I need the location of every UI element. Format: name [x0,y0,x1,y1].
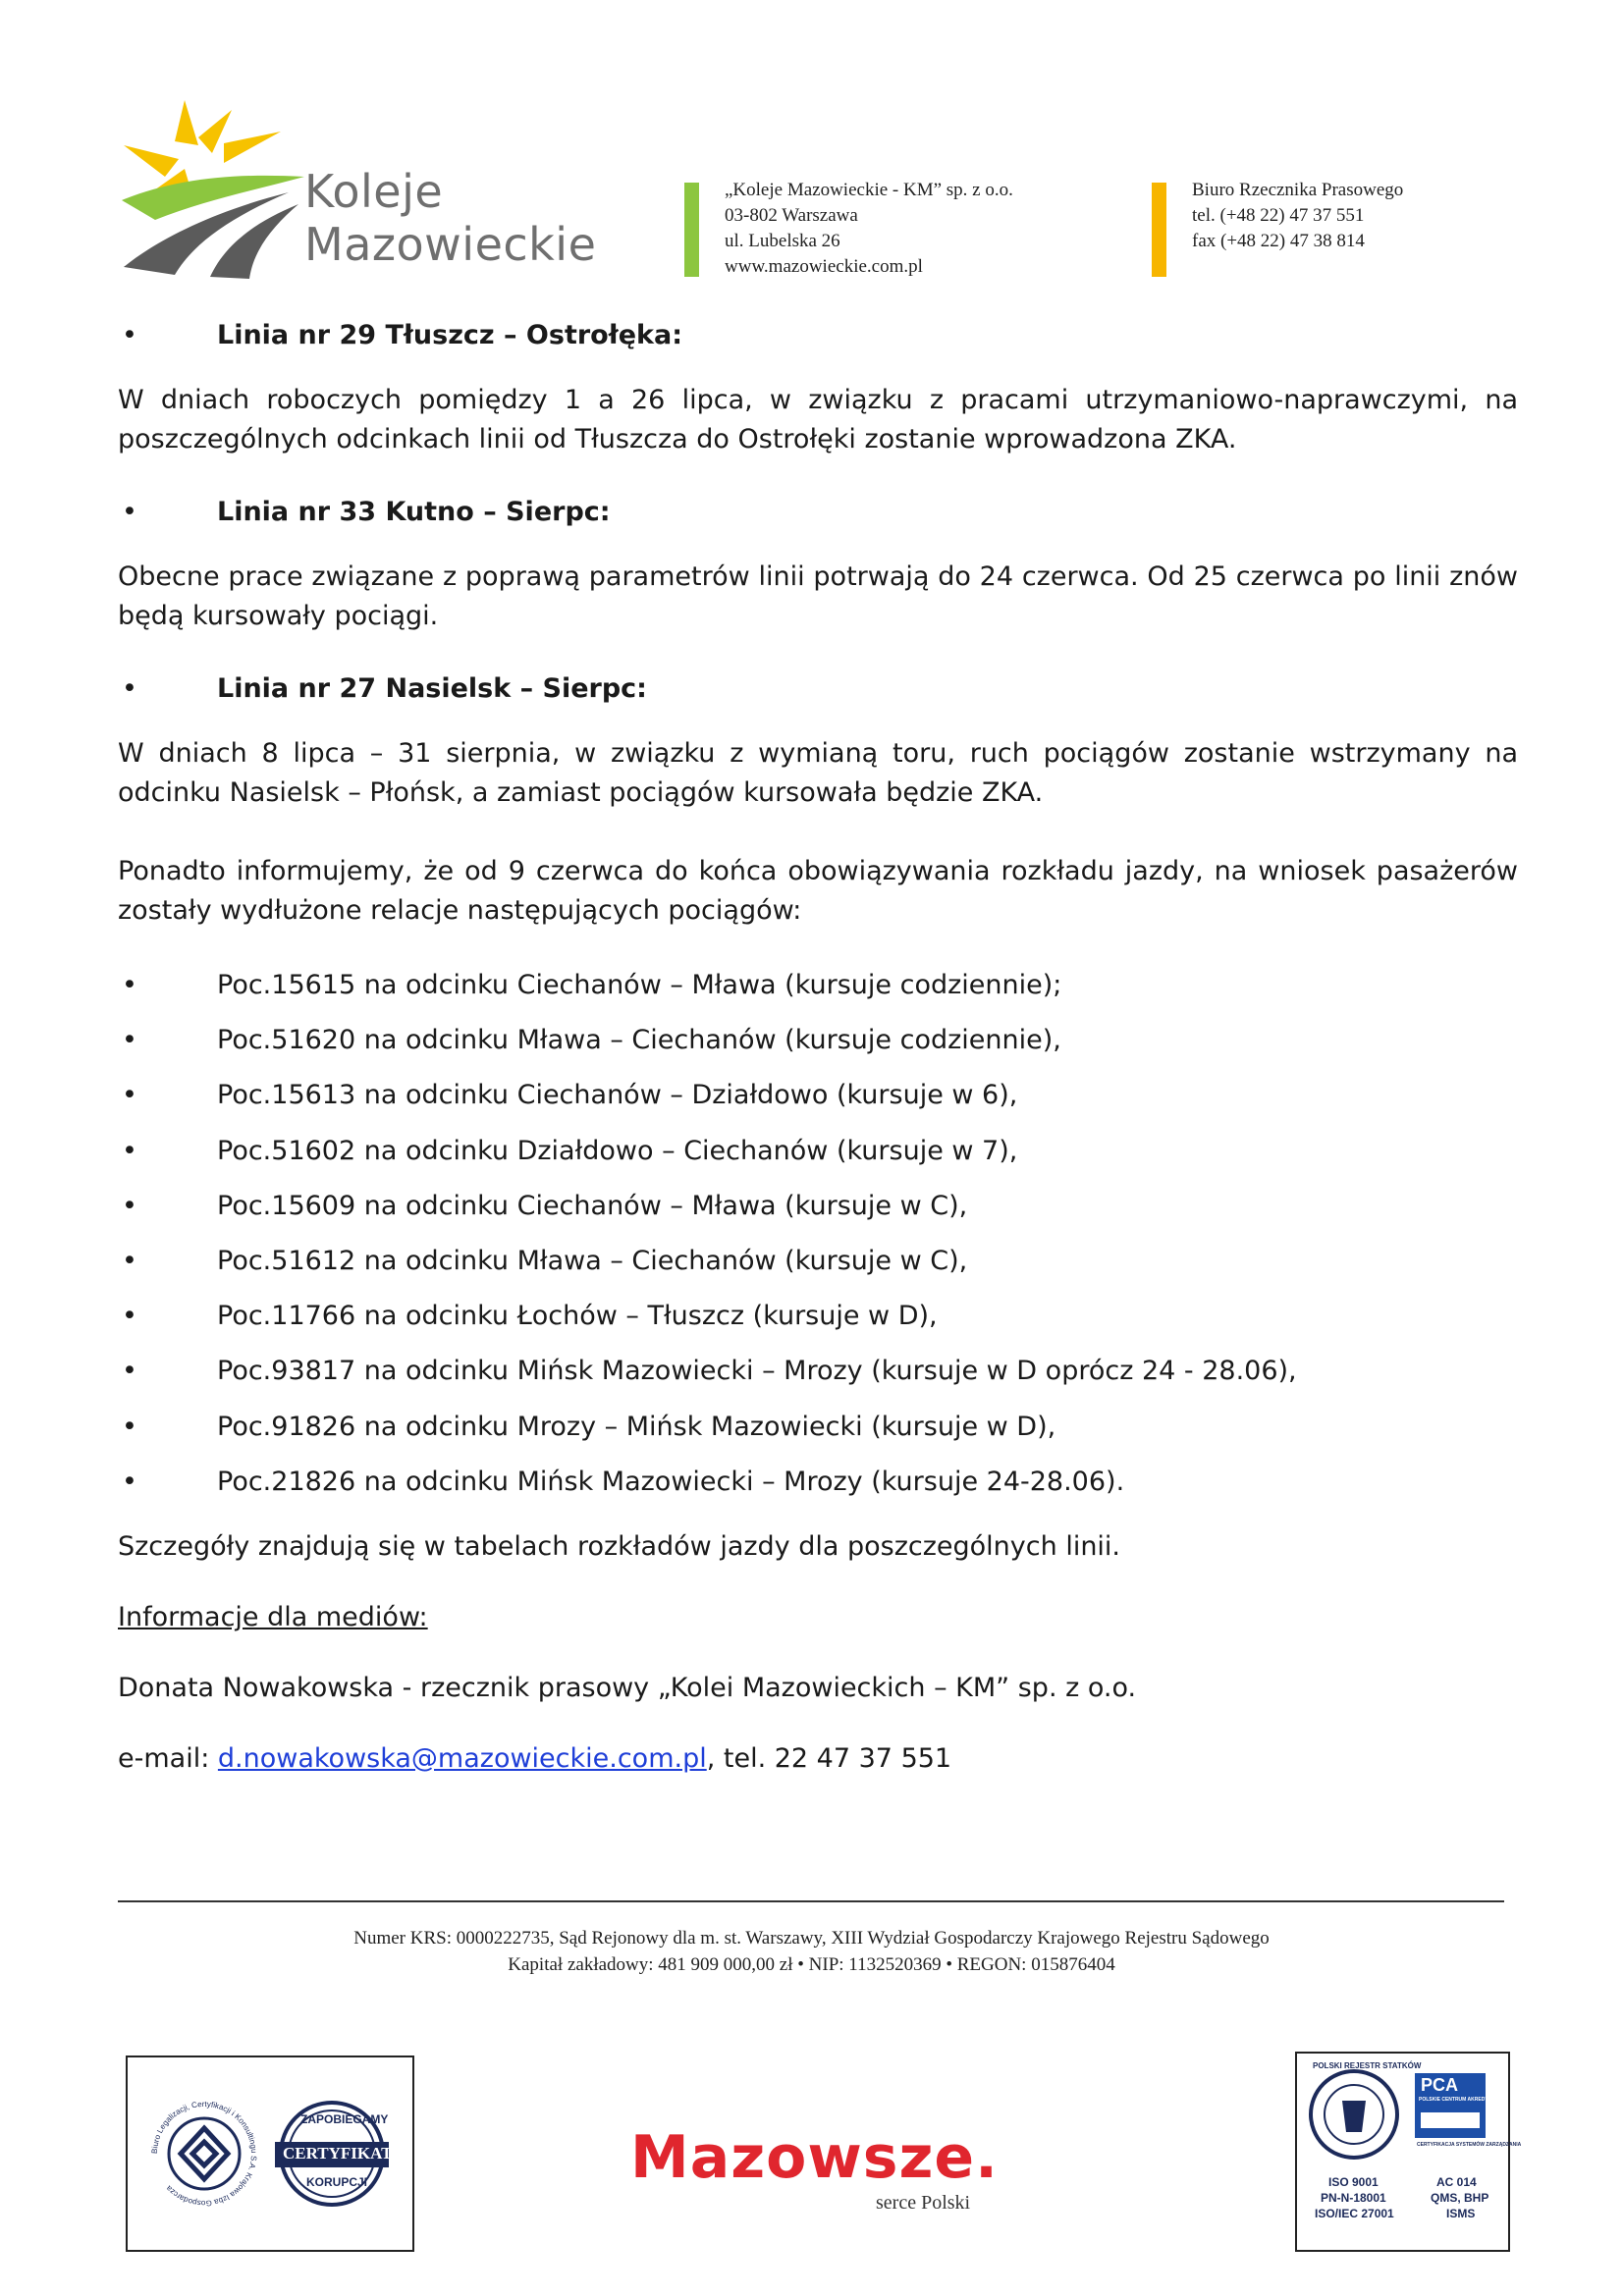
header-divider-yellow [1152,183,1166,277]
badge-bottom-text: KORUPCJI [306,2175,368,2189]
list-item [118,1463,1518,1518]
ring-text: Biuro Legalizacji, Certyfikacji i Konsultingu S.A. Krajowa Izba Gospodarcza [149,2099,259,2209]
bullet: • [122,1301,137,1332]
mazowsze-wordmark: Mazowsze. [630,2123,999,2192]
seal-text: POLSKI REJESTR STATKÓW [1313,2061,1422,2070]
bullet: • [122,970,137,1000]
list-item [118,1242,1518,1297]
train-text: Poc.15613 na odcinku Ciechanów – Działdowo (kursuje w 6), [217,1080,1018,1111]
bullet: • [122,1025,137,1056]
mazowsze-logo [628,2123,1011,2221]
iso-27001: ISO/IEC 27001 [1315,2207,1394,2220]
bullet: • [122,1135,137,1166]
train-text: Poc.51612 na odcinku Mława – Ciechanów (kursuje w C), [217,1245,968,1276]
pca-certification: CERTYFIKACJA SYSTEMÓW ZARZĄDZANIA [1417,2142,1522,2148]
paragraph-line-27: W dniach 8 lipca – 31 sierpnia, w związku z wymianą toru, ruch pociągów zostanie wstrzymany na odcinku Nasielsk – Płońsk, a zamiast pociągów kursowała będzie ZKA. [118,738,1518,808]
anti-corruption-certificate [126,2056,414,2252]
company-name: „Koleje Mazowieckie - KM” sp. z o.o. [725,180,1013,200]
svg-text:Biuro Legalizacji, Certyfikacj [150,2100,258,2208]
bullet: • [122,497,137,527]
press-office-block [1192,178,1403,254]
email-label: e-mail: [118,1743,218,1774]
logo-mark-icon [116,94,312,281]
train-text: Poc.51602 na odcinku Działdowo – Ciechanów (kursuje w 7), [217,1135,1018,1166]
train-text: Poc.15615 na odcinku Ciechanów – Mława (kursuje codziennie); [217,970,1062,1000]
bullet: • [122,1411,137,1442]
bullet: • [122,673,137,704]
badge-top-text: ZAPOBIEGAMY [300,2112,389,2126]
train-text: Poc.51620 na odcinku Mława – Ciechanów (kursuje codziennie), [217,1025,1061,1056]
bullet: • [122,1080,137,1111]
bullet: • [122,320,137,350]
bullet: • [122,1356,137,1387]
paragraph-line-33: Obecne prace związane z poprawą parametrów linii potrwają do 24 czerwca. Od 25 czerwca po linii znów będą kursowały pociągi. [118,561,1518,631]
heading-text: Linia nr 29 Tłuszcz – Ostrołęka: [217,320,683,350]
train-text: Poc.91826 na odcinku Mrozy – Mińsk Mazowiecki (kursuje w D), [217,1411,1056,1442]
list-item [118,1408,1518,1463]
isms: ISMS [1446,2207,1476,2220]
list-item [118,1297,1518,1352]
list-item [118,1076,1518,1131]
iso-9001: ISO 9001 [1328,2175,1379,2189]
footer-capital-line: Kapitał zakładowy: 481 909 000,00 zł • NIP: 1132520369 • REGON: 015876404 [508,1954,1115,1975]
ac-number: AC 014 [1436,2175,1477,2189]
header-divider-green [684,183,699,277]
heading-text: Linia nr 33 Kutno – Sierpc: [217,497,611,527]
press-office-phone: tel. (+48 22) 47 37 551 [1192,205,1365,226]
list-item [118,966,1518,1021]
koleje-mazowieckie-logo [116,94,597,281]
prs-seal-icon [1297,2054,1508,2250]
list-item [118,1132,1518,1187]
phone-text: , tel. 22 47 37 551 [706,1743,952,1774]
press-contact-person: Donata Nowakowska - rzecznik prasowy „Kolei Mazowieckich – KM” sp. z o.o. [118,1673,1137,1703]
badge-mid-text: CERTYFIKAT [283,2144,393,2163]
train-text: Poc.15609 na odcinku Ciechanów – Mława (kursuje w C), [217,1190,968,1221]
paragraph-details: Szczegóły znajdują się w tabelach rozkładów jazdy dla poszczególnych linii. [118,1531,1121,1562]
paragraph-extended-trains-intro: Ponadto informujemy, że od 9 czerwca do końca obowiązywania rozkładu jazdy, na wniosek pasażerów zostały wydłużone relacje następujących pociągów: [118,856,1518,926]
company-website[interactable]: www.mazowieckie.com.pl [725,256,923,277]
pn-n-18001: PN-N-18001 [1321,2191,1386,2205]
email-link[interactable]: d.nowakowska@mazowieckie.com.pl [217,1743,707,1774]
logo-word-koleje: Koleje [304,165,444,218]
press-contact-line [118,1739,951,1779]
bullet: • [122,1190,137,1221]
bullet: • [122,1466,137,1497]
mazowsze-tagline: serce Polski [876,2192,971,2214]
footer-registry-line: Numer KRS: 0000222735, Sąd Rejonowy dla m. st. Warszawy, XIII Wydział Gospodarczy Krajowego Rejestru Sądowego [353,1928,1270,1949]
bullet: • [122,1245,137,1276]
press-office-fax: fax (+48 22) 47 38 814 [1192,231,1365,251]
train-text: Poc.21826 na odcinku Mińsk Mazowiecki – Mrozy (kursuje 24-28.06). [217,1466,1125,1497]
media-info-heading: Informacje dla mediów: [118,1602,428,1632]
list-item [118,1021,1518,1076]
heading-text: Linia nr 27 Nasielsk – Sierpc: [217,673,647,704]
company-city: 03-802 Warszawa [725,205,858,226]
press-office-title: Biuro Rzecznika Prasowego [1192,180,1404,200]
pca-label: PCA [1421,2075,1459,2095]
scopes: QMS, BHP [1431,2191,1489,2205]
train-text: Poc.93817 na odcinku Mińsk Mazowiecki – Mrozy (kursuje w D oprócz 24 - 28.06), [217,1356,1297,1387]
logo-word-mazowieckie: Mazowieckie [304,218,597,271]
list-item [118,1187,1518,1242]
list-item [118,1352,1518,1407]
pca-subtitle: POLSKIE CENTRUM AKREDYTACJI [1419,2097,1502,2103]
extended-trains-list [118,966,1518,1518]
company-street: ul. Lubelska 26 [725,231,840,251]
footer-divider [118,1900,1504,1902]
iso-certificate [1295,2052,1522,2252]
company-address-block [725,178,1013,280]
paragraph-line-29: W dniach roboczych pomiędzy 1 a 26 lipca, w związku z pracami utrzymaniowo-naprawczymi, na poszczególnych odcinkach linii od Tłuszcza do Ostrołęki zostanie wprowadzona ZKA. [118,385,1518,454]
train-text: Poc.11766 na odcinku Łochów – Tłuszcz (kursuje w D), [217,1301,938,1332]
